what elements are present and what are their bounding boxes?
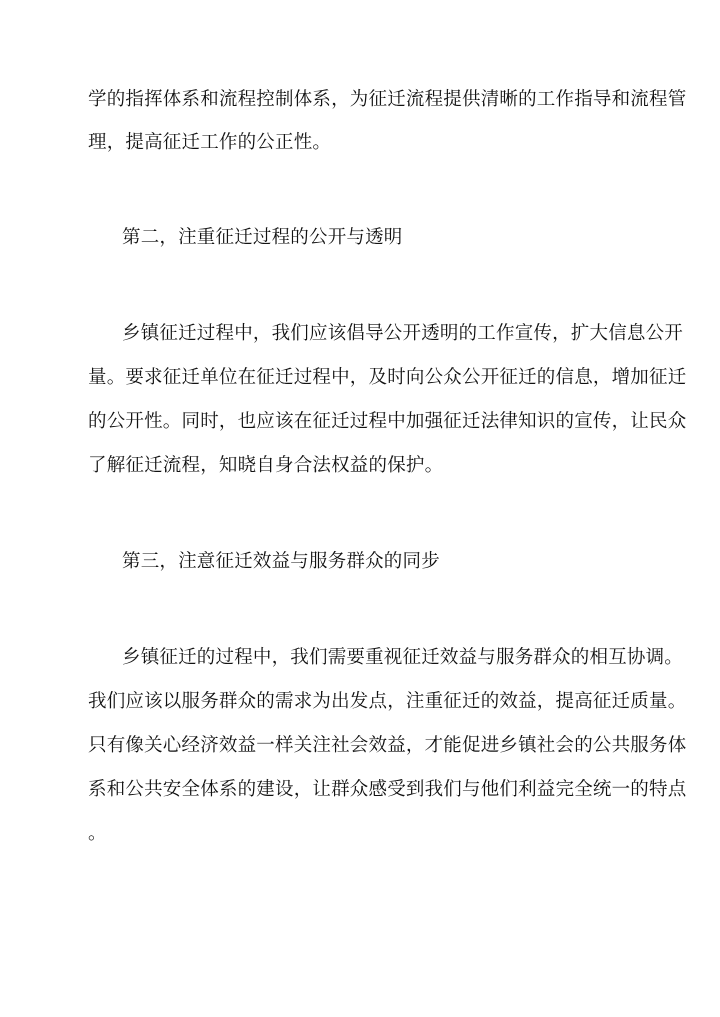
paragraph-2-line-3: 的公开性。同时，也应该在征迁过程中加强征迁法律知识的宣传，让民众 — [88, 411, 687, 432]
paragraph-2-line-2: 量。要求征迁单位在征迁过程中，及时向公众公开征迁的信息，增加征迁 — [88, 367, 687, 388]
section-heading-3: 第三，注意征迁效益与服务群众的同步 — [122, 551, 440, 572]
paragraph-1-line-2: 理，提高征迁工作的公正性。 — [88, 132, 332, 153]
paragraph-3-line-5: 。 — [88, 823, 107, 844]
paragraph-2-line-1: 乡镇征迁过程中，我们应该倡导公开透明的工作宣传，扩大信息公开 — [122, 323, 684, 344]
paragraph-3-line-1: 乡镇征迁的过程中，我们需要重视征迁效益与服务群众的相互协调。 — [122, 647, 684, 668]
paragraph-3-line-2: 我们应该以服务群众的需求为出发点，注重征迁的效益，提高征迁质量。 — [88, 691, 687, 712]
paragraph-3-line-4: 系和公共安全体系的建设，让群众感受到我们与他们利益完全统一的特点 — [88, 779, 687, 800]
section-heading-2: 第二，注重征迁过程的公开与透明 — [122, 227, 403, 248]
paragraph-2-line-4: 了解征迁流程，知晓自身合法权益的保护。 — [88, 455, 444, 476]
paragraph-1-line-1: 学的指挥体系和流程控制体系，为征迁流程提供清晰的工作指导和流程管 — [88, 89, 687, 110]
paragraph-3-line-3: 只有像关心经济效益一样关注社会效益，才能促进乡镇社会的公共服务体 — [88, 735, 687, 756]
